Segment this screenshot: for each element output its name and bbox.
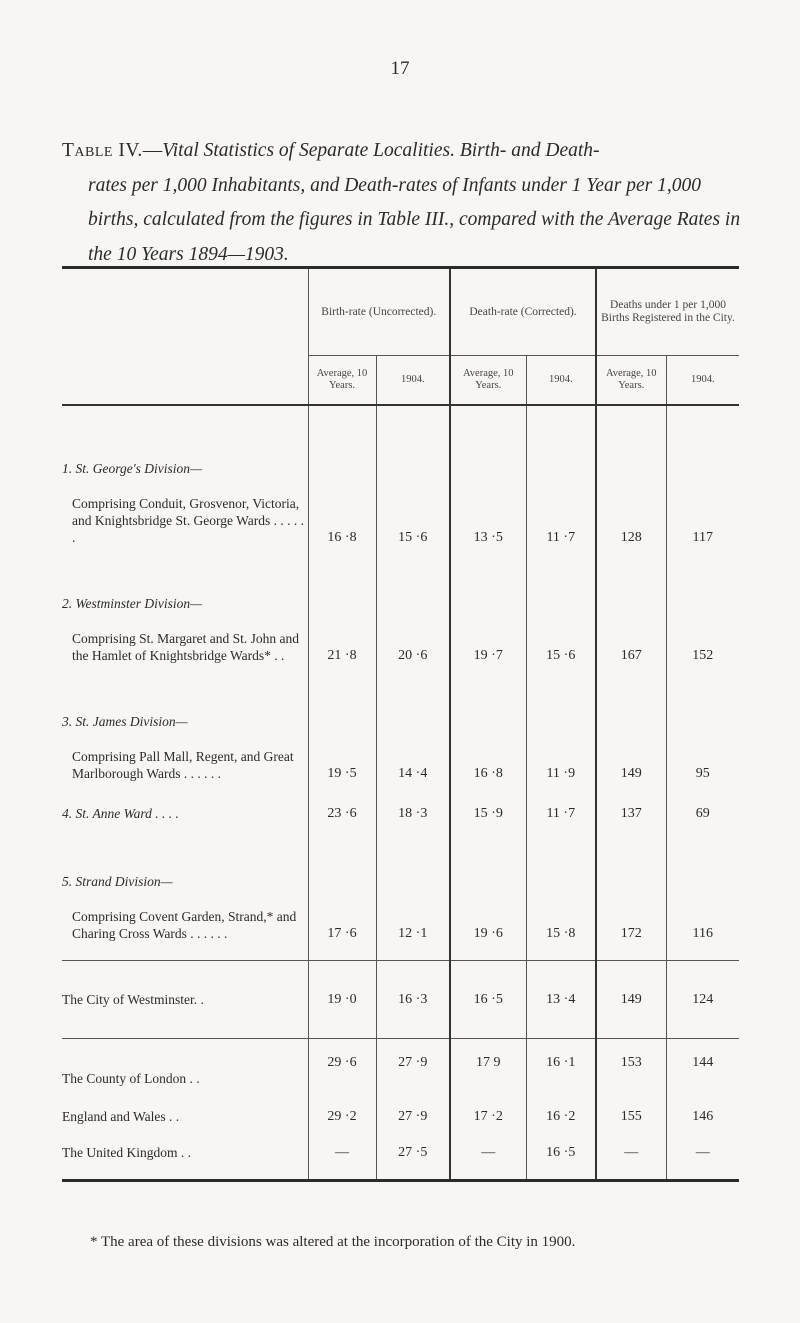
table-cell: 23 ·6 [308, 800, 376, 822]
table-cell: 152 [666, 564, 739, 664]
row-title: 1. St. George's Division— [62, 461, 203, 476]
table-cell: 13 ·5 [450, 424, 526, 546]
table-cell: 16 ·5 [450, 961, 526, 1039]
table-row-comparison [62, 1125, 739, 1161]
table-cell: 11 ·9 [526, 682, 596, 782]
row-desc: Comprising St. Margaret and St. John and the Hamlet of Knightsbridge Wards* . . [72, 631, 299, 663]
table-cell: 11 ·7 [526, 800, 596, 822]
table-cell: 12 ·1 [376, 840, 450, 942]
table-cell: 27 ·5 [376, 1125, 450, 1161]
header-infant-deaths: Deaths under 1 per 1,000 Births Registered in the City. [596, 268, 739, 356]
row-desc: Comprising Conduit, Grosvenor, Victoria, and Knightsbridge St. George Wards . . . . . . [72, 496, 305, 545]
subheader: 1904. [526, 356, 596, 406]
table-cell: 15 ·8 [526, 840, 596, 942]
table-cell: 20 ·6 [376, 564, 450, 664]
table-cell: 153 [596, 1039, 666, 1089]
table-row-comparison [62, 1089, 739, 1125]
caption-rest: rates per 1,000 Inhabitants, and Death-rates of Infants under 1 Year per 1,000 births, calculated from the figures in Table III., compared with the Average Rates in the 10 Years 1894—1903. [88, 174, 741, 265]
row-label [62, 564, 308, 664]
table-cell: 116 [666, 840, 739, 942]
row-title: 2. Westminster Division— [62, 596, 203, 611]
header-birth-rate: Birth-rate (Uncorrected). [308, 268, 450, 356]
row-desc: Comprising Covent Garden, Strand,* and Charing Cross Wards . . . . . . [72, 909, 297, 941]
table-row [62, 682, 739, 782]
table-cell: 69 [666, 800, 739, 822]
header-blank [62, 268, 308, 406]
subheader: 1904. [376, 356, 450, 406]
table-cell: 155 [596, 1089, 666, 1125]
row-label: The United Kingdom . . [62, 1144, 191, 1160]
table-row [62, 424, 739, 546]
row-label: England and Wales . . [62, 1108, 180, 1124]
table-cell: 128 [596, 424, 666, 546]
row-title: 4. St. Anne Ward . . . . [62, 806, 179, 821]
row-title: 3. St. James Division— [62, 714, 188, 729]
table-cell: 19 ·6 [450, 840, 526, 942]
header-death-rate: Death-rate (Corrected). [450, 268, 596, 356]
row-label: The County of London . . [62, 1039, 308, 1089]
table-cell: 15 ·9 [450, 800, 526, 822]
row-label [62, 424, 308, 546]
table-cell: 17 9 [450, 1039, 526, 1089]
table-cell: 19 ·7 [450, 564, 526, 664]
subheader: Average, 10 Years. [308, 356, 376, 406]
table-cell: 18 ·3 [376, 800, 450, 822]
row-label [62, 682, 308, 782]
group-header-row [62, 268, 739, 356]
table-cell: 27 ·9 [376, 1039, 450, 1089]
table-cell: — [596, 1125, 666, 1161]
table-cell: 19 ·5 [308, 682, 376, 782]
table-cell: 16 ·5 [526, 1125, 596, 1161]
table-cell: — [308, 1125, 376, 1161]
caption-line1: Vital Statistics of Separate Localities. Birth- and Death- [162, 140, 600, 161]
table-caption [62, 134, 752, 272]
table-cell: 144 [666, 1039, 739, 1089]
table-cell: 16 ·1 [526, 1039, 596, 1089]
table-cell: 16 ·3 [376, 961, 450, 1039]
table-row [62, 800, 739, 822]
table-cell: 167 [596, 564, 666, 664]
table-cell: 95 [666, 682, 739, 782]
table-cell: 27 ·9 [376, 1089, 450, 1125]
vital-statistics-table [62, 266, 739, 1182]
table-cell: 15 ·6 [376, 424, 450, 546]
table-row [62, 564, 739, 664]
table-cell: 15 ·6 [526, 564, 596, 664]
table-cell: 146 [666, 1089, 739, 1125]
footnote: * The area of these divisions was altered at the incorporation of the City in 1900. [90, 1234, 576, 1250]
table-cell: 117 [666, 424, 739, 546]
row-label [62, 840, 308, 942]
table-cell: 16 ·8 [308, 424, 376, 546]
table-row [62, 840, 739, 942]
table-cell: 19 ·0 [308, 961, 376, 1039]
table-cell: 21 ·8 [308, 564, 376, 664]
subheader: Average, 10 Years. [450, 356, 526, 406]
page-number: 17 [390, 58, 410, 79]
table-cell: — [450, 1125, 526, 1161]
table-cell: 29 ·2 [308, 1089, 376, 1125]
table-cell: 149 [596, 961, 666, 1039]
table-cell: 16 ·8 [450, 682, 526, 782]
table-cell: 137 [596, 800, 666, 822]
table-cell: 17 ·2 [450, 1089, 526, 1125]
subheader: 1904. [666, 356, 739, 406]
table-cell: 16 ·2 [526, 1089, 596, 1125]
caption-head: Table IV. [62, 140, 143, 161]
table-cell: 17 ·6 [308, 840, 376, 942]
table-cell: 13 ·4 [526, 961, 596, 1039]
table-cell: — [666, 1125, 739, 1161]
row-label: The City of Westminster. . [62, 961, 308, 1039]
table-row-comparison [62, 1039, 739, 1089]
row-desc: Comprising Pall Mall, Regent, and Great Marlborough Wards . . . . . . [72, 749, 294, 781]
table-row-city-total [62, 961, 739, 1039]
table-cell: 124 [666, 961, 739, 1039]
table-cell: 172 [596, 840, 666, 942]
table-cell: 14 ·4 [376, 682, 450, 782]
table-cell: 149 [596, 682, 666, 782]
row-title: 5. Strand Division— [62, 874, 173, 889]
caption-dash: — [142, 140, 163, 161]
subheader: Average, 10 Years. [596, 356, 666, 406]
row-label [62, 800, 308, 822]
table-cell: 11 ·7 [526, 424, 596, 546]
table-cell: 29 ·6 [308, 1039, 376, 1089]
